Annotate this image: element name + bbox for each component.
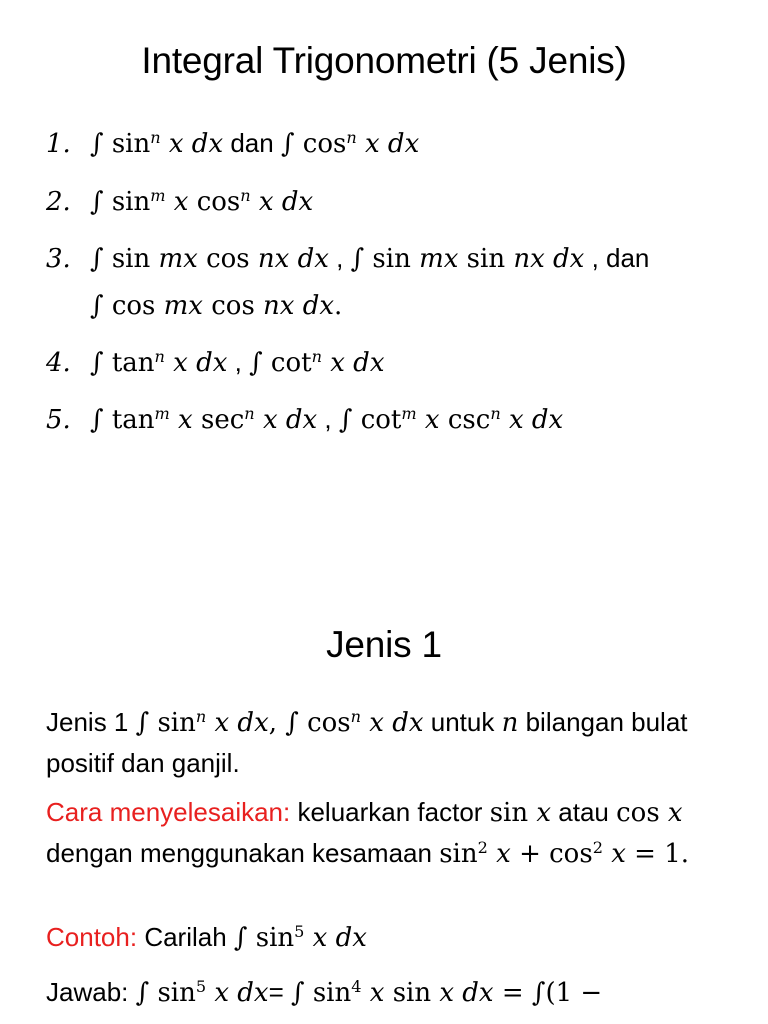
list-item-3: 3. ∫ sin mx cos nx dx , ∫ sin mx sin nx dx , dan xyxy=(46,243,650,274)
paragraph-example: Contoh: Carilah ∫ $\sin^5 x$ dx xyxy=(46,922,367,953)
list-item-3-continued: ∫ cos mx cos nx dx. xyxy=(90,291,343,321)
paragraph-definition: Jenis 1 ∫ $\sin^n x$ dx, ∫ $\cos^n x$ dx untuk n bilangan bulat positif dan ganjil. xyxy=(46,707,688,778)
list-item-4: 4. ∫ $\tan^n x$ dx , ∫ $\cot^n x$ dx xyxy=(46,347,385,378)
slide-title: Integral Trigonometri (5 Jenis) xyxy=(141,40,627,81)
paragraph-answer: Jawab: ∫ $\sin^5 x$ dx= ∫ $\sin^4 x$ sin x dx = ∫(1 − xyxy=(46,977,603,1008)
slide-title: Jenis 1 xyxy=(326,624,442,665)
example-label: Contoh: xyxy=(46,922,138,952)
slide-2 xyxy=(0,590,768,1024)
method-label: Cara menyelesaikan: xyxy=(46,797,291,827)
list-item-2: 2. ∫ $\sin^m x$ $\cos^n x$ dx xyxy=(46,186,314,217)
list-item-5: 5. ∫ $\tan^m x$ $\sec^n x$ dx , ∫ $\cot^m x$ $\csc^n x$ dx xyxy=(46,404,564,435)
paragraph-method: Cara menyelesaikan: keluarkan factor sin x atau cos x dengan menggunakan kesamaan $\sin^2 x + \cos^2 x = 1$. xyxy=(46,797,689,869)
list-item-1: 1. ∫ $\sin^n x$ dx dan ∫ $\cos^n x$ dx xyxy=(46,128,420,159)
